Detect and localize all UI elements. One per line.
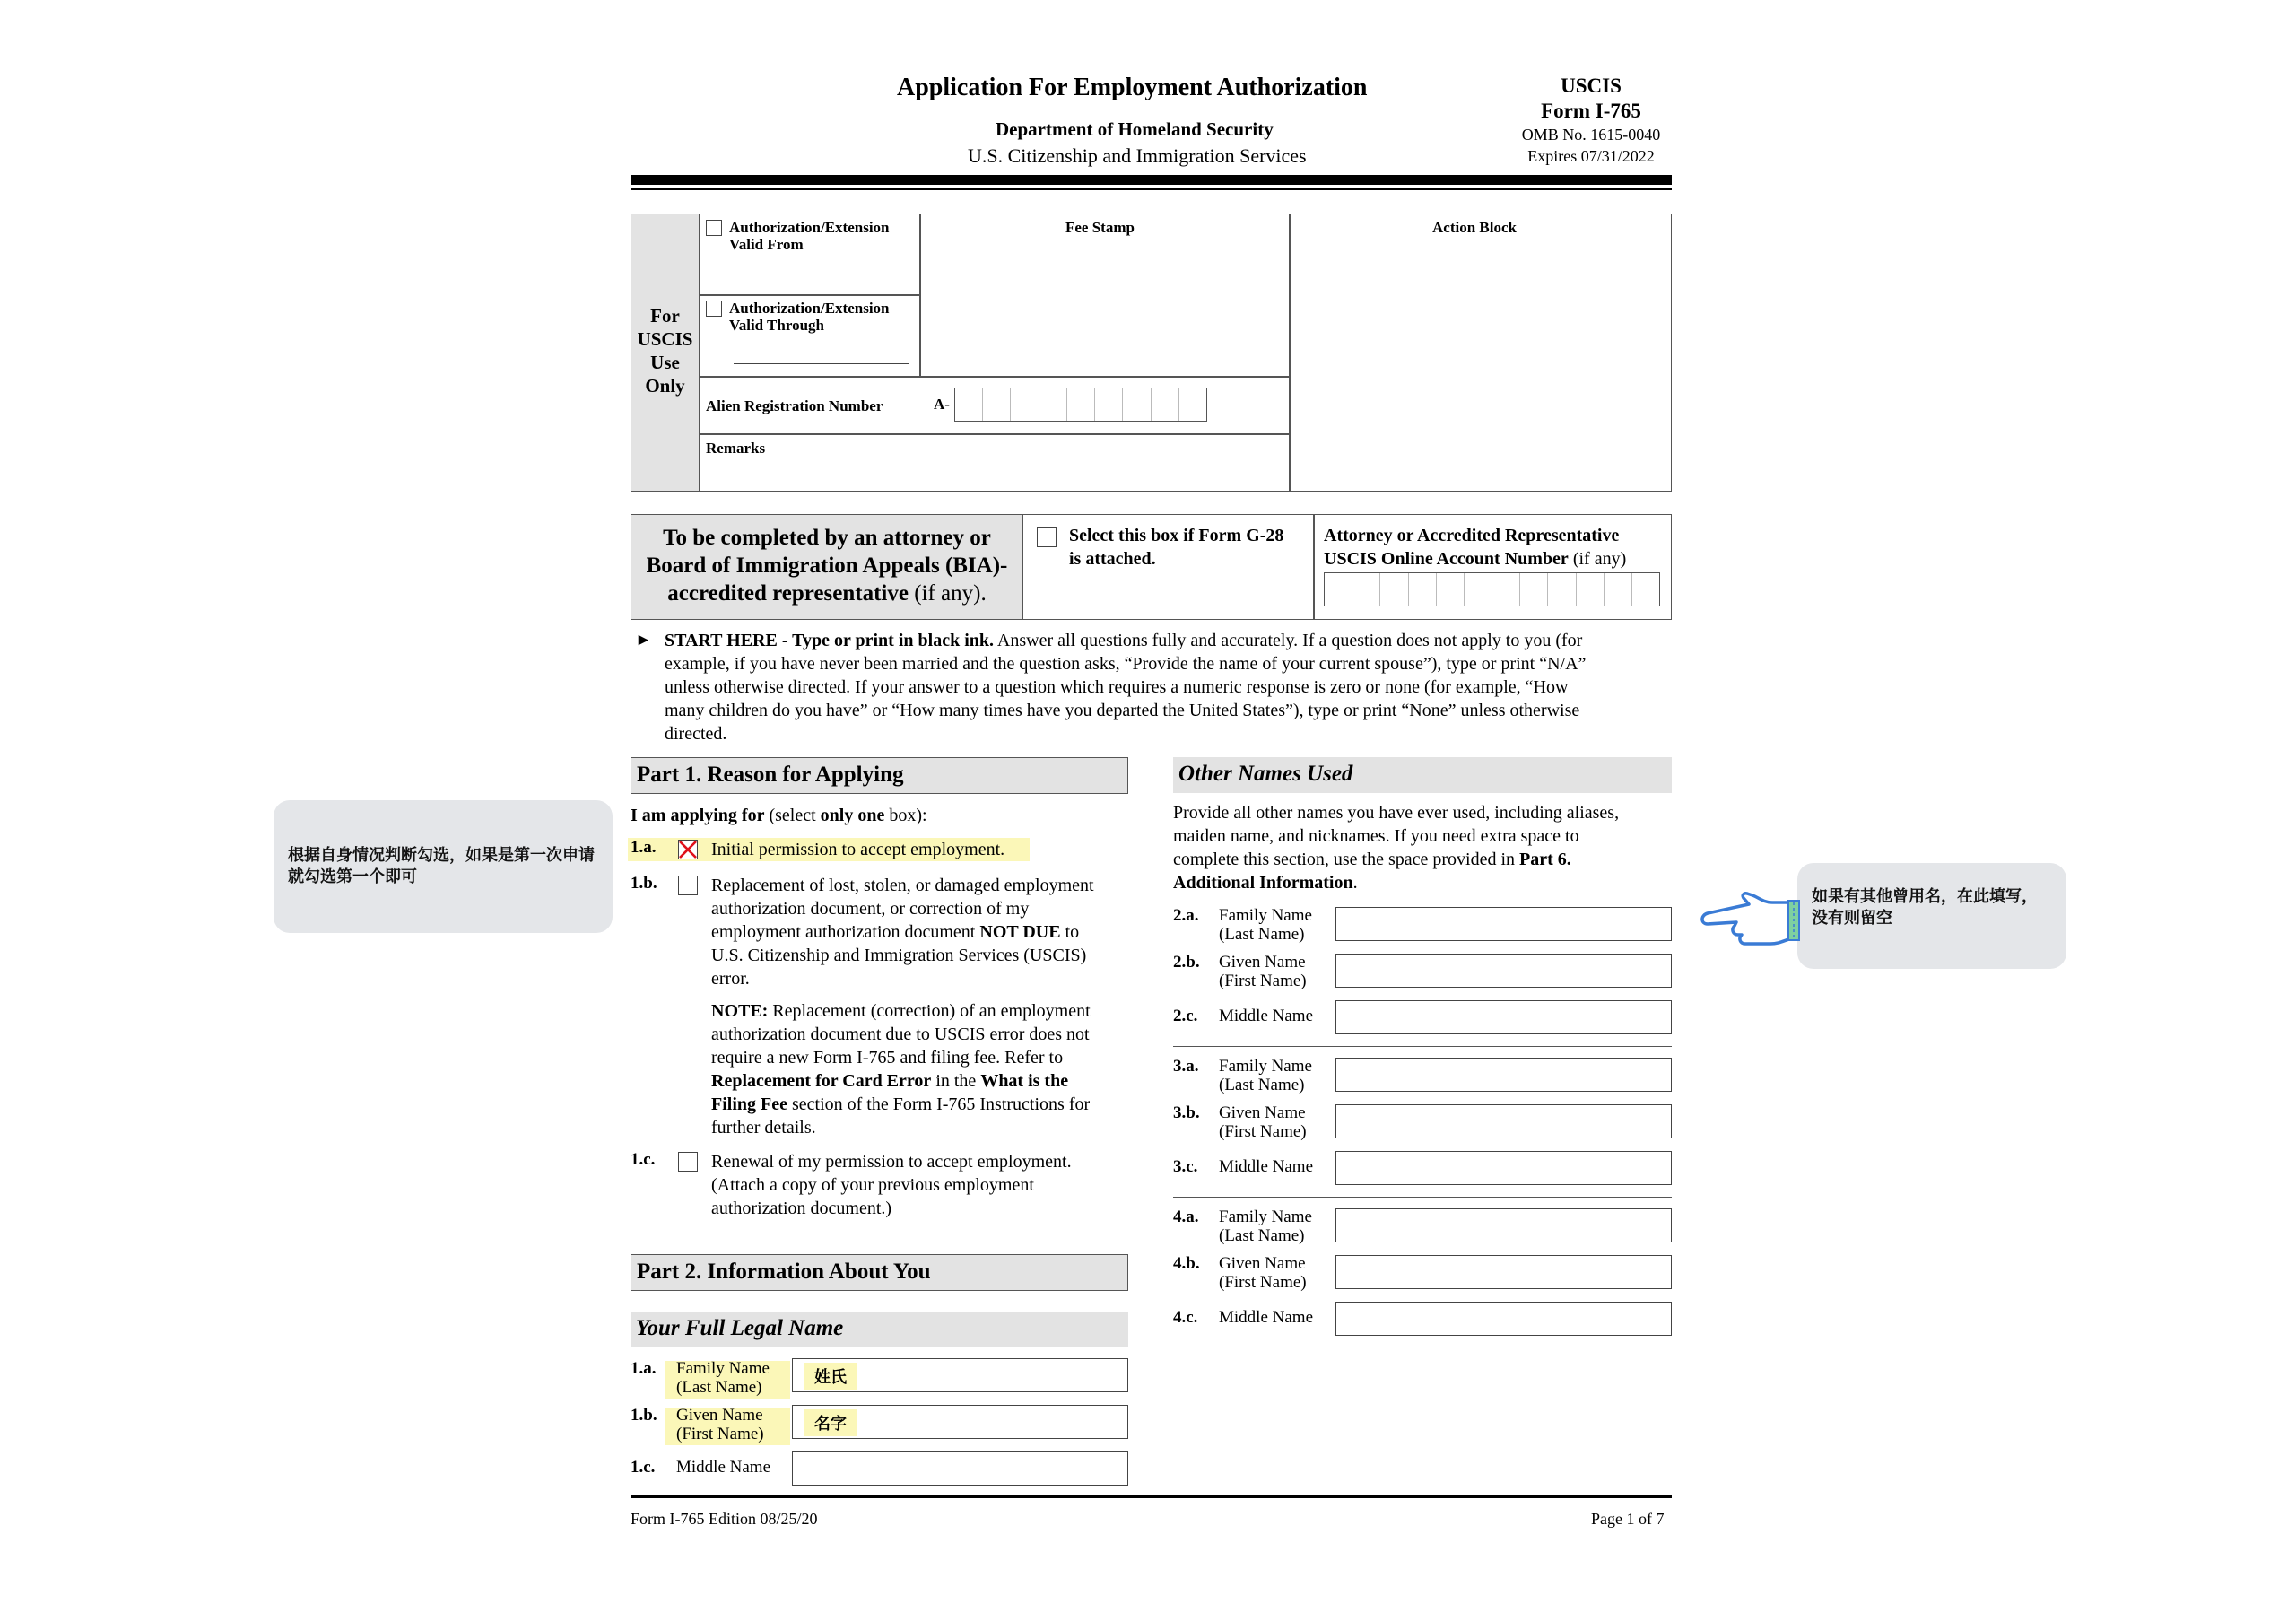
divider-g28-account [1313, 515, 1315, 619]
other-family-name-4-label: Family Name (Last Name) [1219, 1207, 1312, 1245]
other-middle-name-3-label: Middle Name [1219, 1157, 1314, 1176]
uscis-account-input[interactable] [1324, 572, 1660, 606]
other-family-name-3-field[interactable] [1335, 1058, 1672, 1092]
form-title: Application For Employment Authorization [897, 74, 1368, 101]
agency-short: USCIS [1561, 74, 1622, 97]
action-block-label: Action Block [1432, 219, 1517, 236]
divider-fee-action [1289, 214, 1291, 491]
given-name-label: Given Name (First Name) [676, 1406, 764, 1443]
valid-through-line[interactable] [734, 363, 909, 364]
middle-name-number: 1.c. [631, 1458, 656, 1477]
full-legal-name-heading: Your Full Legal Name [631, 1312, 1128, 1347]
other-middle-name-2-label: Middle Name [1219, 1007, 1314, 1025]
given-name-value: 名字 [804, 1409, 857, 1436]
option-1b-checkbox[interactable] [678, 876, 698, 895]
option-1a-number: 1.a. [631, 838, 657, 857]
divider-alien-remarks [700, 433, 1290, 435]
header-rule-thick [631, 175, 1672, 185]
alien-registration-input[interactable] [954, 388, 1207, 422]
other-middle-name-2-number: 2.c. [1173, 1007, 1198, 1025]
given-name-number: 1.b. [631, 1406, 657, 1425]
family-name-value: 姓氏 [804, 1363, 857, 1390]
alien-prefix: A- [934, 396, 950, 413]
expiration-date: Expires 07/31/2022 [1527, 147, 1655, 165]
part1-applying-for: I am applying for (select only one box): [631, 806, 927, 825]
divider-auth-alien [700, 376, 1290, 378]
family-name-field[interactable] [792, 1358, 1128, 1392]
family-name-label: Family Name (Last Name) [676, 1359, 770, 1397]
middle-name-label: Middle Name [676, 1458, 771, 1477]
header-rule-thin [631, 188, 1672, 190]
other-names-heading: Other Names Used [1173, 757, 1672, 793]
uscis-use-only-sidebar [631, 214, 700, 491]
omb-number: OMB No. 1615-0040 [1521, 126, 1661, 144]
other-middle-name-3-field[interactable] [1335, 1151, 1672, 1185]
other-names-divider-2 [1173, 1197, 1672, 1198]
department-name: Department of Homeland Security [996, 118, 1274, 140]
g28-label: Select this box if Form G-28 is attached. [1069, 526, 1284, 569]
other-names-intro: Provide all other names you have ever used, including aliases, maiden name, and nicknames. If you need extra space to complete this section, use the space provided in Part 6. Additional Information. [1173, 803, 1620, 893]
start-arrow-icon: ► [635, 631, 652, 649]
part1-note: NOTE: Replacement (correction) of an employment authorization document due to USCIS error does not require a new Form I-765 and filing fee. Refer to Replacement for Card Error in the What is the Filing Fee section of the Form I-765 Instructions for further details. [711, 1001, 1091, 1138]
valid-from-checkbox[interactable] [706, 220, 722, 236]
part1-heading: Part 1. Reason for Applying [631, 757, 1128, 794]
valid-through-checkbox[interactable] [706, 301, 722, 317]
option-1c-number: 1.c. [631, 1150, 656, 1169]
uscis-use-only-block [631, 214, 1672, 492]
other-family-name-3-label: Family Name (Last Name) [1219, 1057, 1312, 1094]
alien-registration-label: Alien Registration Number [706, 397, 883, 414]
other-names-divider-1 [1173, 1046, 1672, 1047]
divider-auth-rows [700, 294, 920, 296]
option-1a-checkbox[interactable] [678, 840, 698, 859]
other-given-name-2-field[interactable] [1335, 954, 1672, 988]
other-middle-name-4-number: 4.c. [1173, 1308, 1198, 1327]
middle-name-field[interactable] [792, 1451, 1128, 1486]
other-given-name-4-number: 4.b. [1173, 1254, 1200, 1273]
other-middle-name-2-field[interactable] [1335, 1000, 1672, 1034]
other-middle-name-4-field[interactable] [1335, 1302, 1672, 1336]
other-family-name-4-field[interactable] [1335, 1208, 1672, 1242]
other-given-name-4-label: Given Name (First Name) [1219, 1254, 1307, 1292]
other-family-name-4-number: 4.a. [1173, 1207, 1199, 1226]
other-given-name-3-field[interactable] [1335, 1104, 1672, 1138]
option-1c-label: Renewal of my permission to accept employment. (Attach a copy of your previous employment authorization document.) [711, 1152, 1072, 1218]
other-given-name-3-number: 3.b. [1173, 1103, 1200, 1122]
checkmark-x-icon [678, 840, 698, 859]
remarks-label: Remarks [706, 440, 766, 457]
option-1a-label: Initial permission to accept employment. [711, 840, 1005, 859]
footer-edition: Form I-765 Edition 08/25/20 [631, 1510, 818, 1528]
sidebar-only: Only [645, 375, 685, 397]
uscis-account-label: Attorney or Accredited Representative USCIS Online Account Number (if any) [1324, 526, 1627, 569]
pointing-hand-icon [1695, 890, 1801, 953]
attorney-instructions: To be completed by an attorney or Board of Immigration Appeals (BIA)- accredited representative (if any). [631, 515, 1023, 619]
given-name-field[interactable] [792, 1405, 1128, 1439]
form-number: Form I-765 [1541, 100, 1641, 122]
footer-rule [631, 1495, 1672, 1498]
option-1b-label: Replacement of lost, stolen, or damaged employment authorization document, or correction of my employment authorization document NOT DUE to U.S. Citizenship and Immigration Services (USCIS) error. [711, 876, 1094, 989]
agency-name: U.S. Citizenship and Immigration Services [968, 144, 1307, 167]
other-family-name-2-field[interactable] [1335, 907, 1672, 941]
left-annotation-callout: 根据自身情况判断勾选，如果是第一次申请 就勾选第一个即可 [274, 800, 613, 933]
form-id-block [1492, 74, 1690, 167]
other-given-name-4-field[interactable] [1335, 1255, 1672, 1289]
valid-through-label: Authorization/Extension Valid Through [729, 300, 890, 334]
option-1b-number: 1.b. [631, 874, 657, 893]
fee-stamp-label: Fee Stamp [1065, 219, 1135, 236]
other-family-name-2-label: Family Name (Last Name) [1219, 906, 1312, 944]
right-annotation-callout: 如果有其他曾用名，在此填写， 没有则留空 [1797, 863, 2066, 969]
other-given-name-2-number: 2.b. [1173, 953, 1200, 972]
g28-attached-checkbox[interactable] [1037, 527, 1057, 547]
other-given-name-3-label: Given Name (First Name) [1219, 1103, 1307, 1141]
other-family-name-2-number: 2.a. [1173, 906, 1199, 925]
part2-heading: Part 2. Information About You [631, 1254, 1128, 1291]
valid-from-label: Authorization/Extension Valid From [729, 219, 890, 253]
sidebar-uscis: USCIS [637, 328, 693, 350]
start-here-instructions: START HERE - Type or print in black ink. Answer all questions fully and accurately. If a question does not apply to you (for example, if you have never been married and the question asks, “Provide the name of your current spouse”), type or print “N/A” unless otherwise directed. If your answer to a question which requires a numeric response is zero or none (for example, “How many children do you have” or “How many times have you departed the United States”), type or print “None” unless otherwise directed. [665, 631, 1587, 744]
other-middle-name-3-number: 3.c. [1173, 1157, 1198, 1176]
other-family-name-3-number: 3.a. [1173, 1057, 1199, 1076]
other-given-name-2-label: Given Name (First Name) [1219, 953, 1307, 990]
footer-page-number: Page 1 of 7 [1591, 1510, 1665, 1528]
option-1c-checkbox[interactable] [678, 1152, 698, 1172]
family-name-number: 1.a. [631, 1359, 657, 1378]
sidebar-use: Use [650, 352, 680, 373]
other-middle-name-4-label: Middle Name [1219, 1308, 1314, 1327]
sidebar-for: For [650, 305, 680, 327]
